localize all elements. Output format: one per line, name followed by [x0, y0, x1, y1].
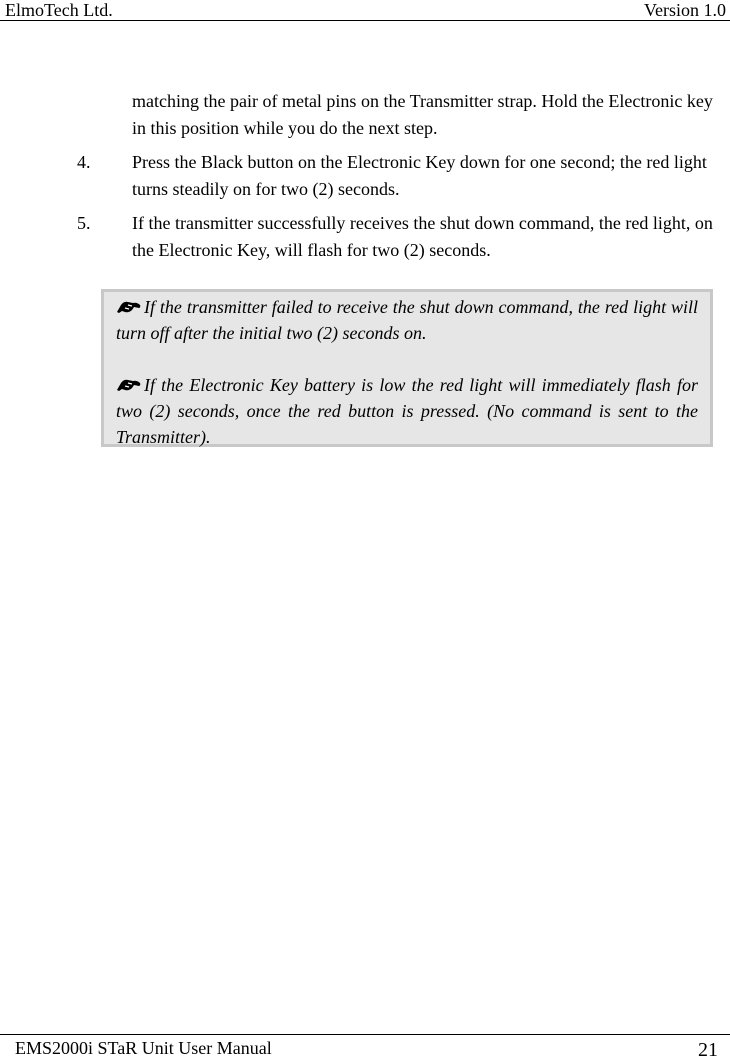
pointing-hand-icon: [116, 377, 142, 392]
company-name: ElmoTech Ltd.: [5, 0, 113, 20]
page-footer: [0, 1034, 730, 1061]
page-header: [0, 0, 730, 21]
step-continuation-text: matching the pair of metal pins on the Transmitter strap. Hold the Electronic key in this position while you do the next step.: [132, 91, 713, 138]
step-number: 4.: [77, 152, 91, 172]
page-number: 21: [698, 1039, 718, 1061]
step-number: 5.: [77, 213, 91, 233]
manual-title: EMS2000i STaR Unit User Manual: [15, 1038, 272, 1058]
note-paragraph: [116, 372, 698, 450]
step-text: Press the Black button on the Electronic Key down for one second; the red light turns steadily on for two (2) seconds.: [132, 152, 707, 199]
pointing-hand-icon: [116, 299, 142, 314]
note-text: If the Electronic Key battery is low the red light will immediately flash for two (2) seconds, once the red button is pressed. (No command is sent to the Transmitter).: [116, 375, 698, 447]
note-spacer: [116, 346, 698, 372]
note-paragraph: [116, 294, 698, 346]
step-text: If the transmitter successfully receives the shut down command, the red light, on the Electronic Key, will flash for two (2) seconds.: [132, 213, 713, 260]
document-version: Version 1.0: [644, 0, 726, 20]
note-text: If the transmitter failed to receive the shut down command, the red light will turn off after the initial two (2) seconds on.: [116, 297, 698, 343]
note-box: [101, 289, 713, 447]
